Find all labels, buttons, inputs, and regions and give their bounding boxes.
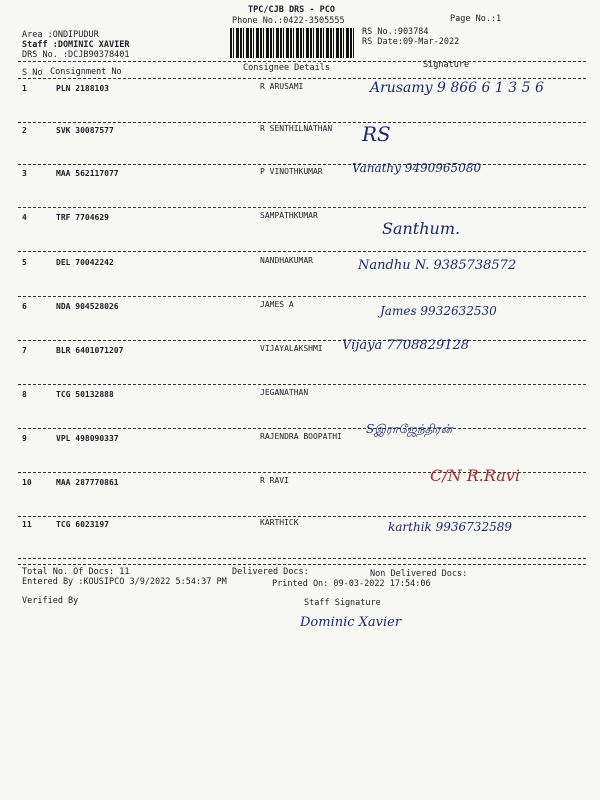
area-label: Area :ONDIPUDUR [22, 30, 99, 40]
row-consignee-name: P VINOTHKUMAR [260, 167, 323, 176]
delivered-docs: Delivered Docs: [232, 567, 309, 577]
row-consignee-name: RAJENDRA BOOPATHI [260, 432, 342, 441]
row-signature: karthik 9936732589 [388, 520, 512, 534]
staff-signature-mark: Dominic Xavier [300, 615, 402, 630]
row-serial-number: 3 [22, 169, 27, 178]
row-consignee-name: JEGANATHAN [260, 388, 309, 397]
barcode [230, 28, 354, 58]
row-consignment-number: TCG 50132888 [56, 390, 114, 399]
footer-rule [18, 564, 586, 565]
total-docs: Total No. Of Docs: 11 [22, 567, 130, 577]
rs-date: RS Date:09-Mar-2022 [362, 37, 460, 47]
row-consignment-number: PLN 2188103 [56, 84, 109, 93]
row-serial-number: 10 [22, 478, 32, 487]
row-consignment-number: TRF 7704629 [56, 213, 109, 222]
row-signature: C/N R.Ravi [430, 466, 520, 485]
printed-on: Printed On: 09-03-2022 17:54:06 [272, 579, 431, 589]
drs-number: DRS No. :DCJB90378401 [22, 50, 130, 60]
staff-signature-label: Staff Signature [304, 598, 381, 608]
row-consignee-name: R ARUSAMI [260, 82, 304, 91]
row-serial-number: 6 [22, 302, 27, 311]
row-divider [18, 296, 586, 297]
row-divider [18, 122, 586, 123]
row-serial-number: 2 [22, 126, 27, 135]
col-consignment: Consignment No [50, 67, 122, 77]
row-consignee-name: NANDHAKUMAR [260, 256, 313, 265]
row-consignment-number: MAA 562117077 [56, 169, 119, 178]
row-consignee-name: JAMES A [260, 300, 294, 309]
row-serial-number: 7 [22, 346, 27, 355]
row-divider [18, 558, 586, 559]
document-title: TPC/CJB DRS - PCO [248, 5, 335, 15]
row-divider [18, 340, 586, 341]
row-serial-number: 8 [22, 390, 27, 399]
row-consignment-number: TCG 6023197 [56, 520, 109, 529]
row-signature: James 9932632530 [380, 304, 497, 318]
row-consignment-number: NDA 904528026 [56, 302, 119, 311]
row-consignment-number: DEL 70042242 [56, 258, 114, 267]
page-number: Page No.:1 [450, 14, 502, 24]
rs-number: RS No.:903784 [362, 27, 429, 37]
row-serial-number: 4 [22, 213, 27, 222]
row-signature: Nandhu N. 9385738572 [358, 258, 517, 273]
row-divider [18, 428, 586, 429]
row-serial-number: 1 [22, 84, 27, 93]
row-consignment-number: BLR 6401071207 [56, 346, 124, 355]
entered-by: Entered By :KOUSIPCO 3/9/2022 5:54:37 PM [22, 577, 227, 587]
phone-number: Phone No.:0422-3505555 [232, 16, 345, 26]
col-sno: S No [22, 68, 43, 78]
row-serial-number: 5 [22, 258, 27, 267]
row-consignee-name: SAMPATHKUMAR [260, 211, 318, 220]
row-signature: Sஇராஜேந்திரன் [366, 422, 453, 436]
row-divider [18, 251, 586, 252]
row-consignee-name: KARTHICK [260, 518, 299, 527]
header-rule-bottom [18, 78, 586, 79]
verified-by: Verified By [22, 596, 79, 606]
staff-name: Staff :DOMINIC XAVIER [22, 40, 130, 50]
row-consignee-name: VIJAYALAKSHMI [260, 344, 323, 353]
row-divider [18, 384, 586, 385]
row-divider [18, 207, 586, 208]
row-signature: Vijaya 7708829128 [342, 338, 470, 353]
row-consignment-number: MAA 287770861 [56, 478, 119, 487]
row-consignee-name: R RAVI [260, 476, 289, 485]
non-delivered-docs: Non Delivered Docs: [370, 569, 468, 579]
col-signature: Signature [423, 60, 470, 70]
row-consignee-name: R SENTHILNATHAN [260, 124, 333, 133]
row-signature: Vanathy 9490965080 [352, 161, 482, 175]
row-consignment-number: SVK 30087577 [56, 126, 114, 135]
row-serial-number: 11 [22, 520, 32, 529]
row-divider [18, 164, 586, 165]
row-signature: Santhum. [382, 219, 461, 238]
header-rule-top [18, 61, 586, 62]
col-consignee: Consignee Details [243, 63, 330, 73]
row-signature: RS [362, 122, 391, 146]
row-consignment-number: VPL 498090337 [56, 434, 119, 443]
row-serial-number: 9 [22, 434, 27, 443]
row-signature: Arusamy 9 866 6 1 3 5 6 [370, 80, 544, 96]
row-divider [18, 516, 586, 517]
